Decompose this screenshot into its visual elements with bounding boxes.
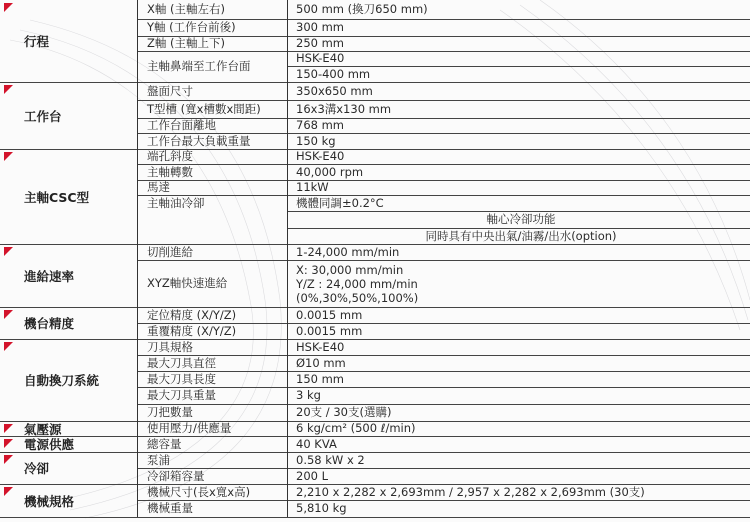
spec-value: 20支 / 30支(選購) xyxy=(296,405,392,419)
category-marker-icon xyxy=(4,342,13,351)
spec-value: 6 kg/cm² (500 ℓ/min) xyxy=(296,421,416,435)
spec-value: 40 KVA xyxy=(296,436,337,451)
category-cell xyxy=(0,421,135,436)
category-cell xyxy=(0,339,135,421)
spec-value: 200 L xyxy=(296,468,329,483)
spec-value: 0.58 kW x 2 xyxy=(296,452,365,467)
spec-value: 150 mm xyxy=(296,371,345,386)
spec-label: 端孔斜度 xyxy=(147,149,193,163)
spec-value: 軸心冷卻功能 xyxy=(486,212,556,226)
spec-value: 150 kg xyxy=(296,133,336,148)
spec-value-group xyxy=(296,260,746,307)
category-marker-icon xyxy=(4,310,13,319)
spec-label: 主軸鼻端至工作台面 xyxy=(147,59,251,73)
spec-value: 0.0015 mm xyxy=(296,307,363,322)
spec-label: 主軸轉數 xyxy=(147,164,193,179)
spec-value: 768 mm xyxy=(296,118,345,132)
category-marker-icon xyxy=(4,247,13,256)
column-divider xyxy=(137,0,138,517)
spec-label: X軸 (主軸左右) xyxy=(147,2,226,16)
spec-value: Y/Z : 24,000 mm/min xyxy=(296,276,418,291)
spec-value: 5,810 kg xyxy=(296,501,347,515)
spec-value: 機體同調±0.2°C xyxy=(296,195,384,210)
category-label: 機械規格 xyxy=(24,493,75,509)
category-marker-icon xyxy=(4,152,13,161)
category-label: 電源供應 xyxy=(24,437,75,452)
spec-value: 500 mm (換刀650 mm) xyxy=(296,2,428,16)
category-cell xyxy=(0,0,135,82)
spec-label: 刀具規格 xyxy=(147,339,193,354)
spec-label: 刀把數量 xyxy=(147,405,193,419)
spec-label: 工作台最大負載重量 xyxy=(147,133,251,148)
spec-value: HSK-E40 xyxy=(296,339,345,354)
spec-value: Ø10 mm xyxy=(296,355,346,370)
category-marker-icon xyxy=(4,487,13,496)
spec-value: HSK-E40 xyxy=(296,51,345,65)
spec-label: 最大刀具重量 xyxy=(147,388,216,402)
category-cell xyxy=(0,484,135,517)
category-label: 進給速率 xyxy=(24,268,75,284)
spec-label: T型槽 (寬x槽數x間距) xyxy=(147,101,261,116)
spec-label: 總容量 xyxy=(147,436,182,451)
category-label: 行程 xyxy=(24,34,50,49)
category-cell xyxy=(0,436,135,452)
spec-label: 工作台面離地 xyxy=(147,118,216,132)
category-cell xyxy=(0,149,135,244)
category-label: 工作台 xyxy=(24,108,62,124)
spec-label: 機械尺寸(長x寬x高) xyxy=(147,484,251,499)
category-label: 氣壓源 xyxy=(24,421,62,437)
table-bottom-border xyxy=(0,517,750,518)
spec-label: Z軸 (主軸上下) xyxy=(147,36,226,50)
spec-value: 0.0015 mm xyxy=(296,323,363,338)
category-marker-icon xyxy=(4,424,13,433)
spec-label: Y軸 (工作台前後) xyxy=(147,20,236,34)
spec-value: 250 mm xyxy=(296,36,345,50)
spec-value: 150-400 mm xyxy=(296,66,371,81)
spec-value: 350x650 mm xyxy=(296,83,373,98)
spec-value: 同時具有中央出氣/油霧/出水(option) xyxy=(425,228,617,243)
spec-value: 2,210 x 2,282 x 2,693mm / 2,957 x 2,282 x 2,693mm (30支) xyxy=(296,484,645,499)
category-cell xyxy=(0,452,135,484)
spec-value: 40,000 rpm xyxy=(296,164,364,179)
spec-value: 16x3溝x130 mm xyxy=(296,101,392,116)
spec-label: 重覆精度 (X/Y/Z) xyxy=(147,323,237,338)
category-marker-icon xyxy=(4,85,13,94)
spec-value: 1-24,000 mm/min xyxy=(296,244,400,259)
category-label: 機台精度 xyxy=(24,316,75,331)
category-cell xyxy=(0,82,135,149)
category-cell xyxy=(0,244,135,307)
spec-label: 馬達 xyxy=(147,180,170,194)
spec-value: 11kW xyxy=(296,180,329,194)
spec-value: 300 mm xyxy=(296,20,345,34)
spec-label: 主軸油冷卻 xyxy=(147,195,205,210)
spec-label: 冷卻箱容量 xyxy=(147,468,205,483)
spec-value-group xyxy=(296,51,746,82)
spec-label: 切削進給 xyxy=(147,244,193,259)
spec-value: HSK-E40 xyxy=(296,149,345,163)
category-label: 主軸CSC型 xyxy=(24,189,90,205)
spec-label: 使用壓力/供應量 xyxy=(147,421,232,435)
spec-label: XYZ軸快速進給 xyxy=(147,276,228,290)
spec-label: 最大刀具直徑 xyxy=(147,355,216,370)
category-marker-icon xyxy=(4,455,13,464)
spec-label: 盤面尺寸 xyxy=(147,83,193,98)
spec-label: 泵浦 xyxy=(147,452,170,467)
category-marker-icon xyxy=(4,3,13,12)
spec-label: 最大刀具長度 xyxy=(147,371,216,386)
spec-value: (0%,30%,50%,100%) xyxy=(296,290,419,305)
spec-value: X: 30,000 mm/min xyxy=(296,262,404,277)
spec-value: 3 kg xyxy=(296,388,321,402)
spec-label: 定位精度 (X/Y/Z) xyxy=(147,307,237,322)
category-label: 自動換刀系統 xyxy=(24,373,100,388)
category-cell xyxy=(0,307,135,339)
category-label: 冷卻 xyxy=(24,461,50,476)
spec-label: 機械重量 xyxy=(147,501,193,515)
category-marker-icon xyxy=(4,439,13,448)
column-divider xyxy=(287,0,288,517)
